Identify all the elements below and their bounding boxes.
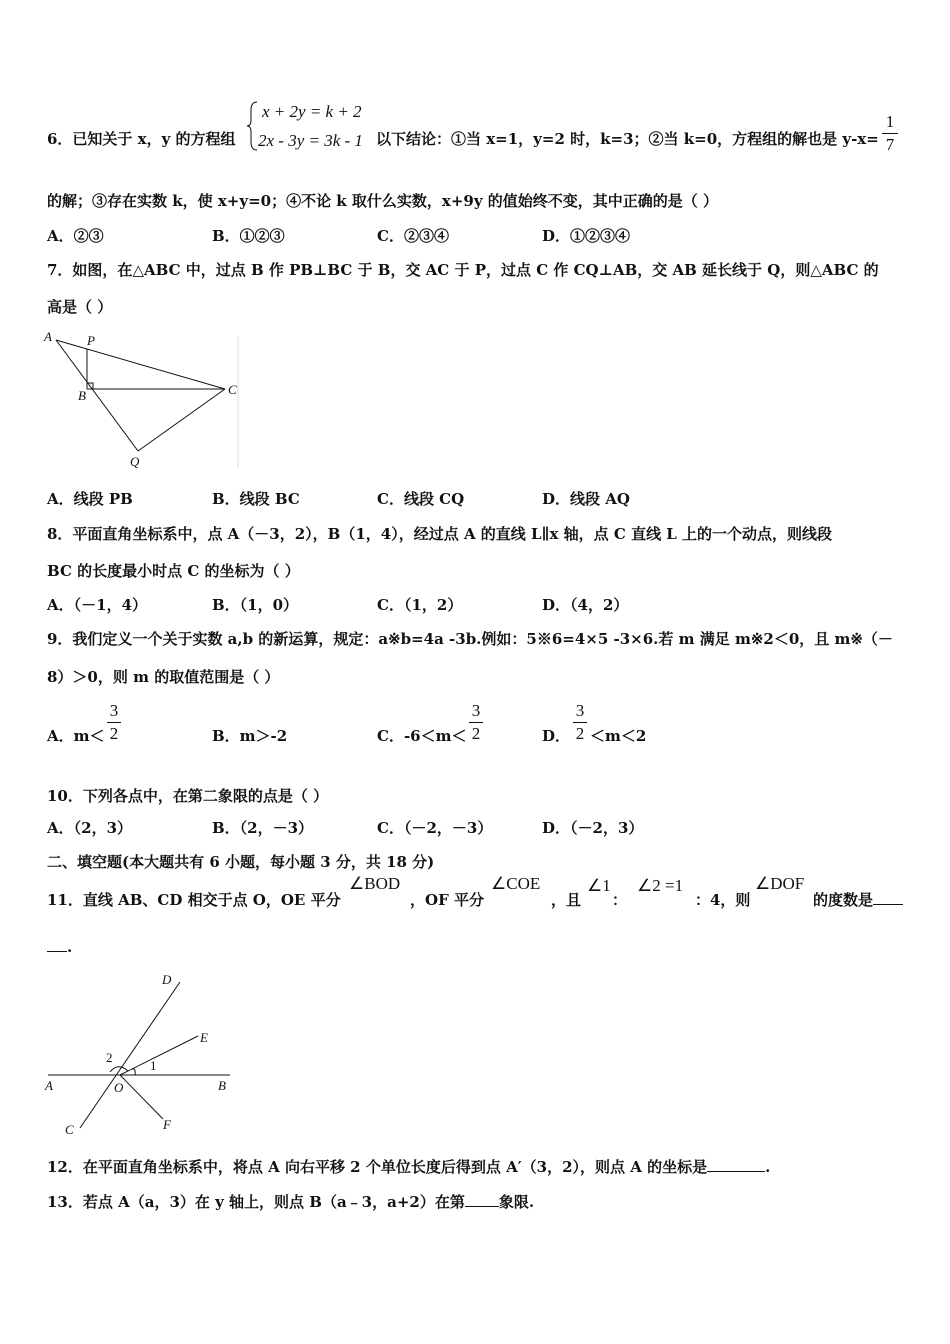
q11-text-3: ，且 [551,891,582,909]
q11-text-2: ，OF 平分 [410,891,484,909]
q6-equation-1: x + 2y = k + 2 [262,102,362,121]
q11-lines-figure [40,968,250,1140]
q7-line-1: 7．如图，在△ABC 中，过点 B 作 PB⊥BC 于 B，交 AC 于 P，过点 C 作 CQ⊥AB，交 AB 延长线于 Q，则△ABC 的 [47,261,879,279]
q7-triangle-figure [40,328,245,473]
q9-option-a-denominator: 2 [109,724,119,743]
q6-statement: 以下结论：①当 x=1，y=2 时，k=3；②当 k=0，方程组的解也是 y-x= [376,130,879,148]
q7-option-c[interactable]: C．线段 CQ [377,490,465,508]
q7-label-c: C [228,382,237,397]
q9-line-1: 9．我们定义一个关于实数 a,b 的新运算，规定：a※b=4a -3b.例如：5※6=4×5 -3×6.若 m 满足 m※2＜0，且 m※（－ [47,630,893,648]
q7-option-d[interactable]: D．线段 AQ [542,490,630,508]
q9-option-a-numerator: 3 [109,701,119,720]
q12-line [47,1156,770,1177]
q9-option-c-fraction [469,701,483,744]
q9-option-d-numerator: 3 [575,701,585,720]
q8-option-a[interactable]: A．（－1，4） [47,596,148,614]
q6-option-d[interactable]: D．①②③④ [542,227,631,245]
q6-fraction-denominator: 7 [885,135,895,154]
q7-label-a: A [44,329,52,344]
q11-answer-blank-cont[interactable] [47,951,67,952]
q11-label-1: 1 [150,1058,157,1073]
q9-option-a-fraction [107,701,121,744]
q6-option-a[interactable]: A．②③ [47,227,104,245]
q6-fraction-numerator: 1 [885,112,895,131]
q6-lead: 6．已知关于 x，y 的方程组 [47,130,236,148]
q10-option-c[interactable]: C．（－2，－3） [377,819,493,837]
q8-option-d[interactable]: D．（4，2） [542,596,629,614]
q9-option-b[interactable]: B．m＞-2 [212,727,288,745]
q10-option-a[interactable]: A．（2，3） [47,819,133,837]
q11-text-4: ： [612,891,628,909]
q7-option-b[interactable]: B．线段 BC [212,490,300,508]
q7-option-a[interactable]: A．线段 PB [47,490,133,508]
q11-angle-1: ∠1 [587,876,611,895]
q9-option-d-denominator: 2 [575,724,585,743]
q7-line-2: 高是（ ） [47,298,113,316]
q13-answer-blank[interactable] [465,1206,499,1207]
q9-option-d-fraction [573,701,587,744]
q11-label-f: F [163,1117,171,1132]
q13-text-pre: 13．若点 A（a，3）在 y 轴上，则点 B（a﹣3，a+2）在第 [47,1193,465,1211]
q8-line-2: BC 的长度最小时点 C 的坐标为（ ） [47,562,300,580]
q10-option-b[interactable]: B．（2，－3） [212,819,314,837]
q6-option-b[interactable]: B．①②③ [212,227,285,245]
q11-answer-blank[interactable] [873,904,903,905]
q11-angle-dof: ∠DOF [755,874,805,893]
q8-line-1: 8．平面直角坐标系中，点 A（－3，2），B（1，4），经过点 A 的直线 L∥x 轴，点 C 直线 L 上的一个动点，则线段 [47,525,833,543]
q11-text-1: 11．直线 AB、CD 相交于点 O，OE 平分 [47,891,341,909]
q12-answer-blank[interactable] [707,1171,765,1172]
q7-label-b: B [78,388,86,403]
q11-angle-bod: ∠BOD [349,874,401,893]
q9-option-c[interactable]: C．-6＜m＜ [377,727,467,745]
q11-label-o: O [114,1080,124,1095]
q11-angle-2: ∠2 =1 [637,876,684,895]
q6-fraction [882,112,898,155]
q11-text-6 [813,889,903,910]
q12-text: 12．在平面直角坐标系中，将点 A 向右平移 2 个单位长度后得到点 A′（3，2），则点 A 的坐标是 [47,1158,708,1176]
q9-option-d-suffix: ＜m＜2 [590,727,647,745]
q12-end: . [765,1158,771,1176]
q9-option-d[interactable]: D． [542,727,571,745]
q8-option-b[interactable]: B．（1，0） [212,596,299,614]
q11-label-a: A [45,1078,53,1093]
q9-option-c-numerator: 3 [471,701,481,720]
q9-option-a[interactable]: A．m＜ [47,727,105,745]
q8-option-c[interactable]: C．（1，2） [377,596,463,614]
q11-text-5: ：4，则 [695,891,751,909]
q7-label-q: Q [130,454,140,469]
q9-option-c-denominator: 2 [471,724,481,743]
q6-line-2: 的解；③存在实数 k，使 x+y=0；④不论 k 取什么实数，x+9y 的值始终不变，其中正确的是（ ） [47,192,719,210]
q11-line-2 [47,938,72,956]
q9-line-2: 8）＞0，则 m 的取值范围是（ ） [47,668,280,686]
q10-line-1: 10．下列各点中，在第二象限的点是（ ） [47,787,329,805]
q13-line [47,1191,534,1212]
q13-text-post: 象限. [498,1193,535,1211]
q11-text-6-label: 的度数是 [813,891,874,909]
q11-line-2-period: . [67,938,73,956]
q11-angle-coe: ∠COE [491,874,541,893]
q11-label-b: B [218,1078,226,1093]
q7-label-p: P [87,333,95,348]
section-2-heading: 二、填空题(本大题共有 6 小题，每小题 3 分，共 18 分) [47,853,435,871]
q10-option-d[interactable]: D．（－2，3） [542,819,644,837]
q6-option-c[interactable]: C．②③④ [377,227,449,245]
q11-label-2: 2 [106,1050,113,1065]
q11-label-e: E [200,1030,208,1045]
q11-label-c: C [65,1122,74,1137]
q6-equation-2: 2x - 3y = 3k - 1 [258,131,363,150]
q11-label-d: D [162,972,172,987]
